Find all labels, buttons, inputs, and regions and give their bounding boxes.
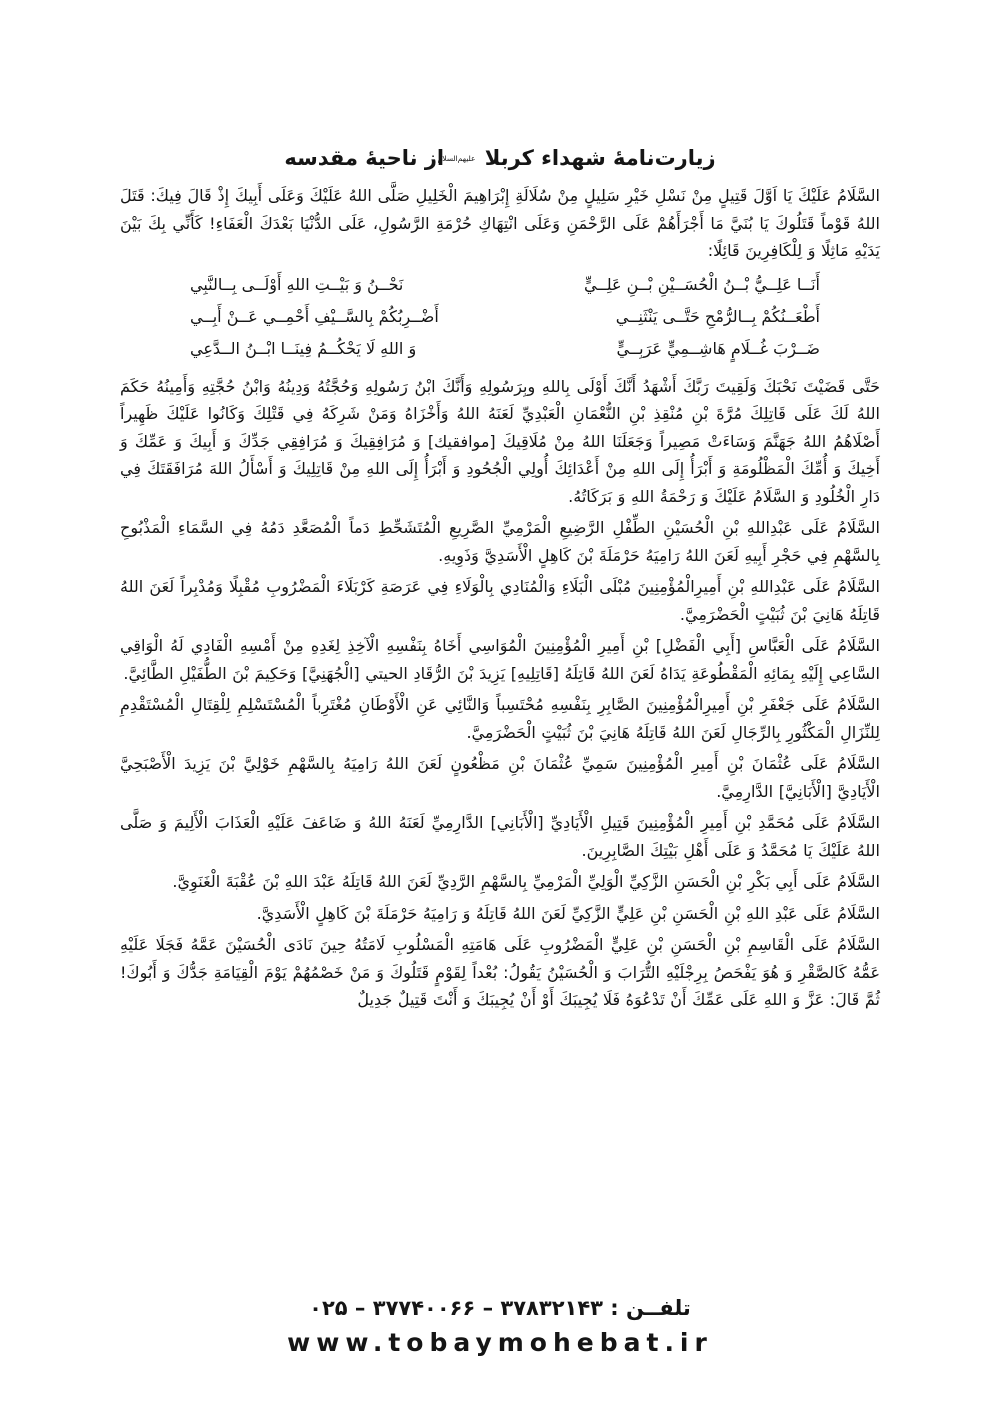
verse-hemistich-left: وَ اللهِ لَا يَحْكُــمُ فِينَــا ابْــنُ الــدَّعِي xyxy=(190,338,417,358)
body-paragraph-greeting: السَّلَامُ عَلَيْكَ يَا اَوَّلَ قَتِيلٍ مِنْ نَسْلِ خَيْرِ سَلِيلٍ مِنْ سُلَالَةِ إِبْرَاهِيمَ الْخَلِيلِ صَلَّى اللهُ عَلَيْكَ وَعَلَى أَبِيكَ إِذْ قَالَ فِيكَ: قَتَلَ اللهُ قَوْماً قَتَلُوكَ يَا بُنَيَّ مَا أَجْرَأَهُمْ عَلَى الرَّحْمَنِ وَعَلَى انْتِهَاكِ حُرْمَةِ الرَّسُولِ، عَلَى الدُّنْيَا بَعْدَكَ الْعَفَاءِ! كَأَنِّي بِكَ بَيْنَ يَدَيْهِ مَاثِلًا وَ لِلْكَافِرِينَ قَائِلًا: xyxy=(120,186,880,260)
verse-line xyxy=(190,269,820,301)
verse-hemistich-right: ضَــرْبَ غُــلَامٍ هَاشِــمِيٍّ عَرَبِــيٍّ xyxy=(616,338,820,358)
verse-hemistich-left: نَحْــنُ وَ بَيْــتِ اللهِ أَوْلَــى بِــالنَّبِي xyxy=(190,274,404,294)
body-paragraph-abubakr: السَّلَامُ عَلَى أَبِي بَكْرِ بْنِ الْحَسَنِ الزَّكِيِّ الْوَلِيِّ الْمَرْمِيِّ بِالسَّهْمِ الرَّدِيِّ لَعَنَ اللهُ قَاتِلَهُ عَبْدَ اللهِ بْنَ عُقْبَةَ الْغَنَوِيَّ. xyxy=(172,872,880,891)
body-paragraph-qasim: السَّلَامُ عَلَى الْقَاسِمِ بْنِ الْحَسَنِ بْنِ عَلِيٍّ الْمَضْرُوبِ عَلَى هَامَتِهِ الْمَسْلُوبِ لَامَتُهُ حِينَ نَادَى الْحُسَيْنَ عَمَّهُ فَجَلَا عَلَيْهِ عَمُّهُ كَالصَّقْرِ وَ هُوَ يَفْحَصُ بِرِجْلَيْهِ التُّرَابَ وَ الْحُسَيْنُ يَقُولُ: بُعْداً لِقَوْمٍ قَتَلُوكَ وَ مَنْ خَصْمُهُمْ يَوْمَ الْقِيَامَةِ جَدُّكَ وَ أَبُوكَ! ثُمَّ قَالَ: عَزَّ وَ اللهِ عَلَى عَمِّكَ أَنْ تَدْعُوَهُ فَلَا يُجِيبَكَ أَوْ أَنْ يُجِيبَكَ وَ أَنْتَ قَتِيلٌ جَدِيلٌ xyxy=(120,935,880,1009)
body-paragraph-abdullah-infant: السَّلَامُ عَلَى عَبْدِاللهِ بْنِ الْحُسَيْنِ الطِّفْلِ الرَّضِيعِ الْمَرْمِيِّ الصَّرِيعِ الْمُتَشَحِّطِ دَماً الْمُصَعَّدِ دَمُهُ فِي السَّمَاءِ الْمَذْبُوحِ بِالسَّهْمِ فِي حَجْرِ أَبِيهِ لَعَنَ اللهُ رَامِيَهُ حَرْمَلَةَ بْنَ كَاهِلٍ الْأَسَدِيَّ وَذَوِيهِ. xyxy=(120,518,880,565)
body-paragraph-jafar: السَّلَامُ عَلَى جَعْفَرِ بْنِ أَمِيرِالْمُؤْمِنِينَ الصَّابِرِ بِنَفْسِهِ مُحْتَسِباً وَالنَّائِي عَنِ الْأَوْطَانِ مُغْتَرِباً الْمُسْتَسْلِمِ لِلْقِتَالِ الْمُسْتَقْدِمِ لِلنِّزَالِ الْمَكْثُورِ بِالرِّجَالِ لَعَنَ اللهُ قَاتِلَهُ هَانِيَ بْنَ ثُبَيْتٍ الْحَضْرَمِيَّ. xyxy=(120,695,880,742)
verse-line xyxy=(190,333,820,365)
page-title xyxy=(120,146,880,170)
verse-block xyxy=(190,269,820,365)
title-text-before: زیارت‌نامهٔ شهداء کربلا xyxy=(484,146,716,170)
body-paragraph-muhammad: السَّلَامُ عَلَى مُحَمَّدِ بْنِ أَمِيرِ الْمُؤْمِنِينَ قَتِيلِ الْأَيَادِيِّ [الْأَبَانِي] الدَّارِمِيِّ لَعَنَهُ اللهُ وَ ضَاعَفَ عَلَيْهِ الْعَذَابَ الْأَلِيمَ وَ صَلَّى اللهُ عَلَيْكَ يَا مُحَمَّدُ وَ عَلَى أَهْلِ بَيْتِكَ الصَّابِرِينَ. xyxy=(120,813,880,860)
body-paragraph-uthman: السَّلَامُ عَلَى عُثْمَانَ بْنِ أَمِيرِ الْمُؤْمِنِينَ سَمِيِّ عُثْمَانَ بْنِ مَظْعُونٍ لَعَنَ اللهُ رَامِيَهُ بِالسَّهْمِ خَوْلِيَّ بْنَ يَزِيدَ الْأَصْبَحِيَّ الْأَيَادِيَّ [الْأَبَانِيَّ] الدَّارِمِيَّ. xyxy=(120,754,880,801)
verse-line xyxy=(190,301,820,333)
phone-line: تلفــن : ۳۷۸۳۲۱۴۳ – ۳۷۷۴۰۰۶۶ – ۰۲۵ xyxy=(309,1296,691,1320)
website-url: www.tobaymohebat.ir xyxy=(287,1328,713,1357)
title-text-after: از ناحیهٔ مقدسه xyxy=(284,146,445,170)
alayhim-salam-symbol: علیهم‌السلام xyxy=(437,154,476,164)
verse-hemistich-right: أَنَــا عَلِــيُّ بْــنُ الْحُسَــيْنِ بْــنِ عَلِــيٍّ xyxy=(583,274,820,294)
body-paragraph-abdullah-son-of-hasan: السَّلَامُ عَلَى عَبْدِ اللهِ بْنِ الْحَسَنِ بْنِ عَلِيٍّ الزَّكِيِّ لَعَنَ اللهُ قَاتِلَهُ وَ رَامِيَهُ حَرْمَلَةَ بْنَ كَاهِلٍ الْأَسَدِيَّ. xyxy=(256,903,880,923)
body-paragraph-abbas: السَّلَامُ عَلَى الْعَبَّاسِ [أَبِي الْفَضْلِ] بْنِ أَمِيرِ الْمُؤْمِنِينَ الْمُوَاسِي أَخَاهُ بِنَفْسِهِ الْآخِذِ لِغَدِهِ مِنْ أَمْسِهِ الْفَادِي لَهُ الْوَاقِي السَّاعِي إِلَيْهِ بِمَائِهِ الْمَقْطُوعَةِ يَدَاهُ لَعَنَ اللهُ قَاتِلَهُ [قَاتِلِيهِ] يَزِيدَ بْنَ الرُّقَادِ الحيتي [الْجُهَنِيَّ] وَحَكِيمَ بْنَ الطُّفَيْلِ الطَّائِيَّ. xyxy=(120,636,880,683)
verse-hemistich-left: أَضْــرِبُكُمْ بِالسَّــيْفِ أَحْمِــي عَــنْ أَبِــي xyxy=(190,306,439,326)
verse-hemistich-right: أَطْعَــنُكُمْ بِــالرُّمْحِ حَتَّــى يَنْثَنِــي xyxy=(615,306,820,326)
body-paragraph-testimony: حَتَّى قَضَيْتَ نَحْبَكَ وَلَقِيتَ رَبَّكَ أَشْهَدُ أَنَّكَ أَوْلَى بِاللهِ وبِرَسُولِهِ وَأَنَّكَ ابْنُ رَسُولِهِ وَحُجَّتُهُ وَدِينُهُ وَابْنُ حُجَّتِهِ وَأَمِينُهُ حَكَمَ اللهُ لَكَ عَلَى قَاتِلِكَ مُرَّةَ بْنِ مُنْقِذِ بْنِ النُّعْمَانِ الْعَبْدِيِّ لَعَنَهُ اللهُ وَأَخْزَاهُ وَمَنْ شَرِكَهُ فِي قَتْلِكَ وَكَانُوا عَلَيْكَ ظَهِيراً أَصْلَاهُمُ اللهُ جَهَنَّمَ وَسَاءَتْ مَصِيراً وَجَعَلَنَا اللهُ مِنْ مُلَاقِيكَ [موافقيك] وَ مُرَافِقِيكَ وَ مُرَافِقِي جَدِّكَ وَ أَبِيكَ وَ عَمِّكَ وَ أَخِيكَ وَ أُمِّكَ الْمَظْلُومَةِ وَ أَبْرَأُ إِلَى اللهِ مِنْ أَعْدَائِكَ أُولِي الْجُحُودِ وَ أَبْرَأُ إِلَى اللهِ مِنْ قَاتِلِيكَ وَ أَسْأَلُ اللهَ مُرَافَقَتَكَ فِي دَارِ الْخُلُودِ وَ السَّلَامُ عَلَيْكَ وَ رَحْمَةُ اللهِ وَ بَرَكَاتُهُ. xyxy=(120,376,880,506)
footer xyxy=(0,1296,1000,1357)
body-paragraph-abdullah-son-of-ali: السَّلَامُ عَلَى عَبْدِاللهِ بْنِ أَمِيرِالْمُؤْمِنِينَ مُبْلَى الْبَلَاءِ وَالْمُنَادِي بِالْوَلَاءِ فِي عَرَصَةِ كَرْبَلَاءَ الْمَضْرُوبِ مُقْبِلًا وَمُدْبِراً لَعَنَ اللهُ قَاتِلَهُ هَانِيَ بْنَ ثُبَيْتٍ الْحَضْرَمِيَّ. xyxy=(120,577,880,624)
